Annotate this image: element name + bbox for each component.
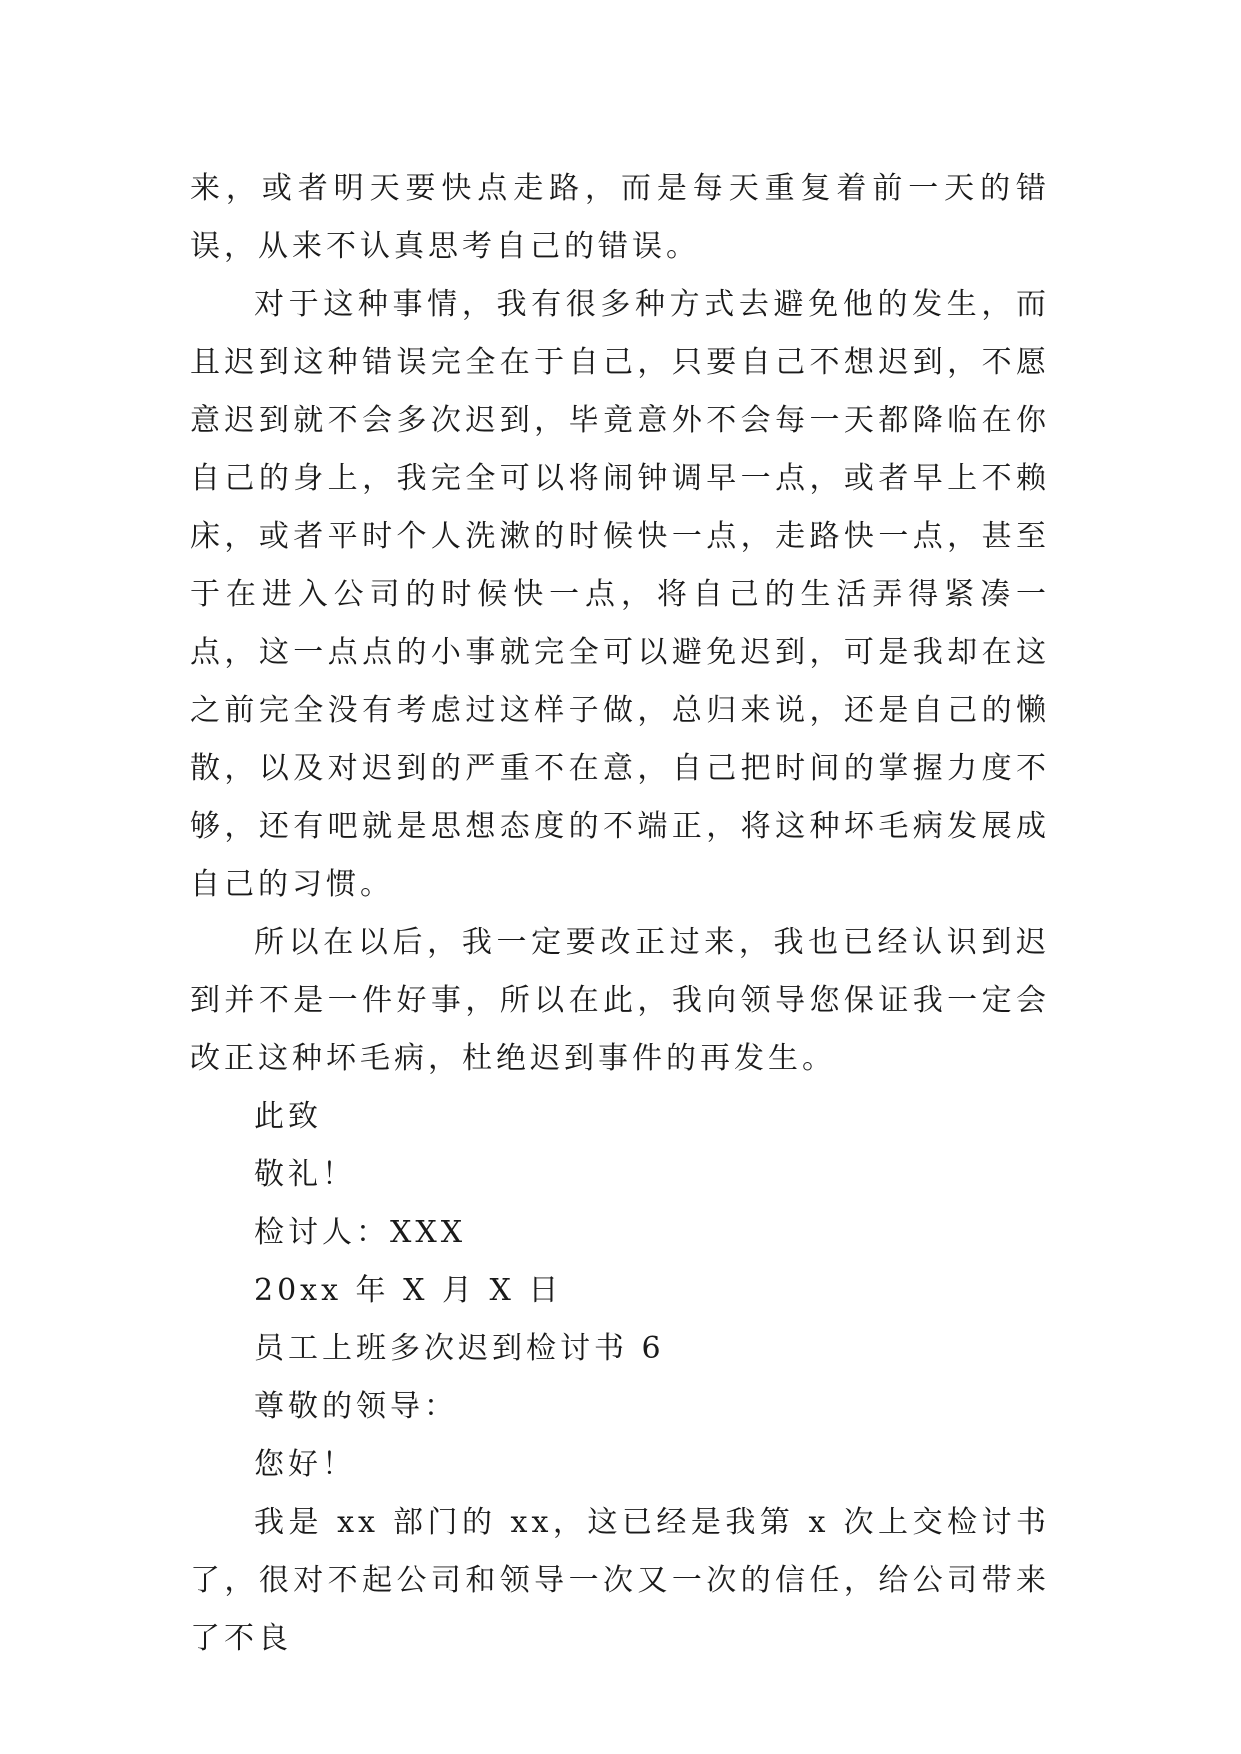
closing-line: 此致 <box>254 1099 322 1134</box>
hello-line: 您好！ <box>254 1447 356 1482</box>
paragraph-promise: 所以在以后，我一定要改正过来，我也已经认识到迟到并不是一件好事，所以在此，我向领导您保证我一定会改正这种坏毛病，杜绝迟到事件的再发生。 <box>190 925 1050 1076</box>
section-title: 员工上班多次迟到检讨书 6 <box>254 1331 665 1366</box>
document-body <box>190 160 1050 1668</box>
paragraph-intro: 我是 xx 部门的 xx，这已经是我第 x 次上交检讨书了，很对不起公司和领导一次又一次的信任，给公司带来了不良 <box>190 1505 1050 1656</box>
paragraph-continuation: 来，或者明天要快点走路，而是每天重复着前一天的错误，从来不认真思考自己的错误。 <box>190 171 1050 264</box>
date-line: 20xx 年 X 月 X 日 <box>254 1273 563 1308</box>
salute-line: 敬礼！ <box>254 1157 356 1192</box>
paragraph-avoidance: 对于这种事情，我有很多种方式去避免他的发生，而且迟到这种错误完全在于自己，只要自己不想迟到，不愿意迟到就不会多次迟到，毕竟意外不会每一天都降临在你自己的身上，我完全可以将闹钟调早一点，或者早上不赖床，或者平时个人洗漱的时候快一点，走路快一点，甚至于在进入公司的时候快一点，将自己的生活弄得紧凑一点，这一点点的小事就完全可以避免迟到，可是我却在这之前完全没有考虑过这样子做，总归来说，还是自己的懒散，以及对迟到的严重不在意，自己把时间的掌握力度不够，还有吧就是思想态度的不端正，将这种坏毛病发展成自己的习惯。 <box>190 287 1050 902</box>
greeting-line: 尊敬的领导： <box>254 1389 458 1424</box>
signer-line: 检讨人：XXX <box>254 1215 467 1250</box>
